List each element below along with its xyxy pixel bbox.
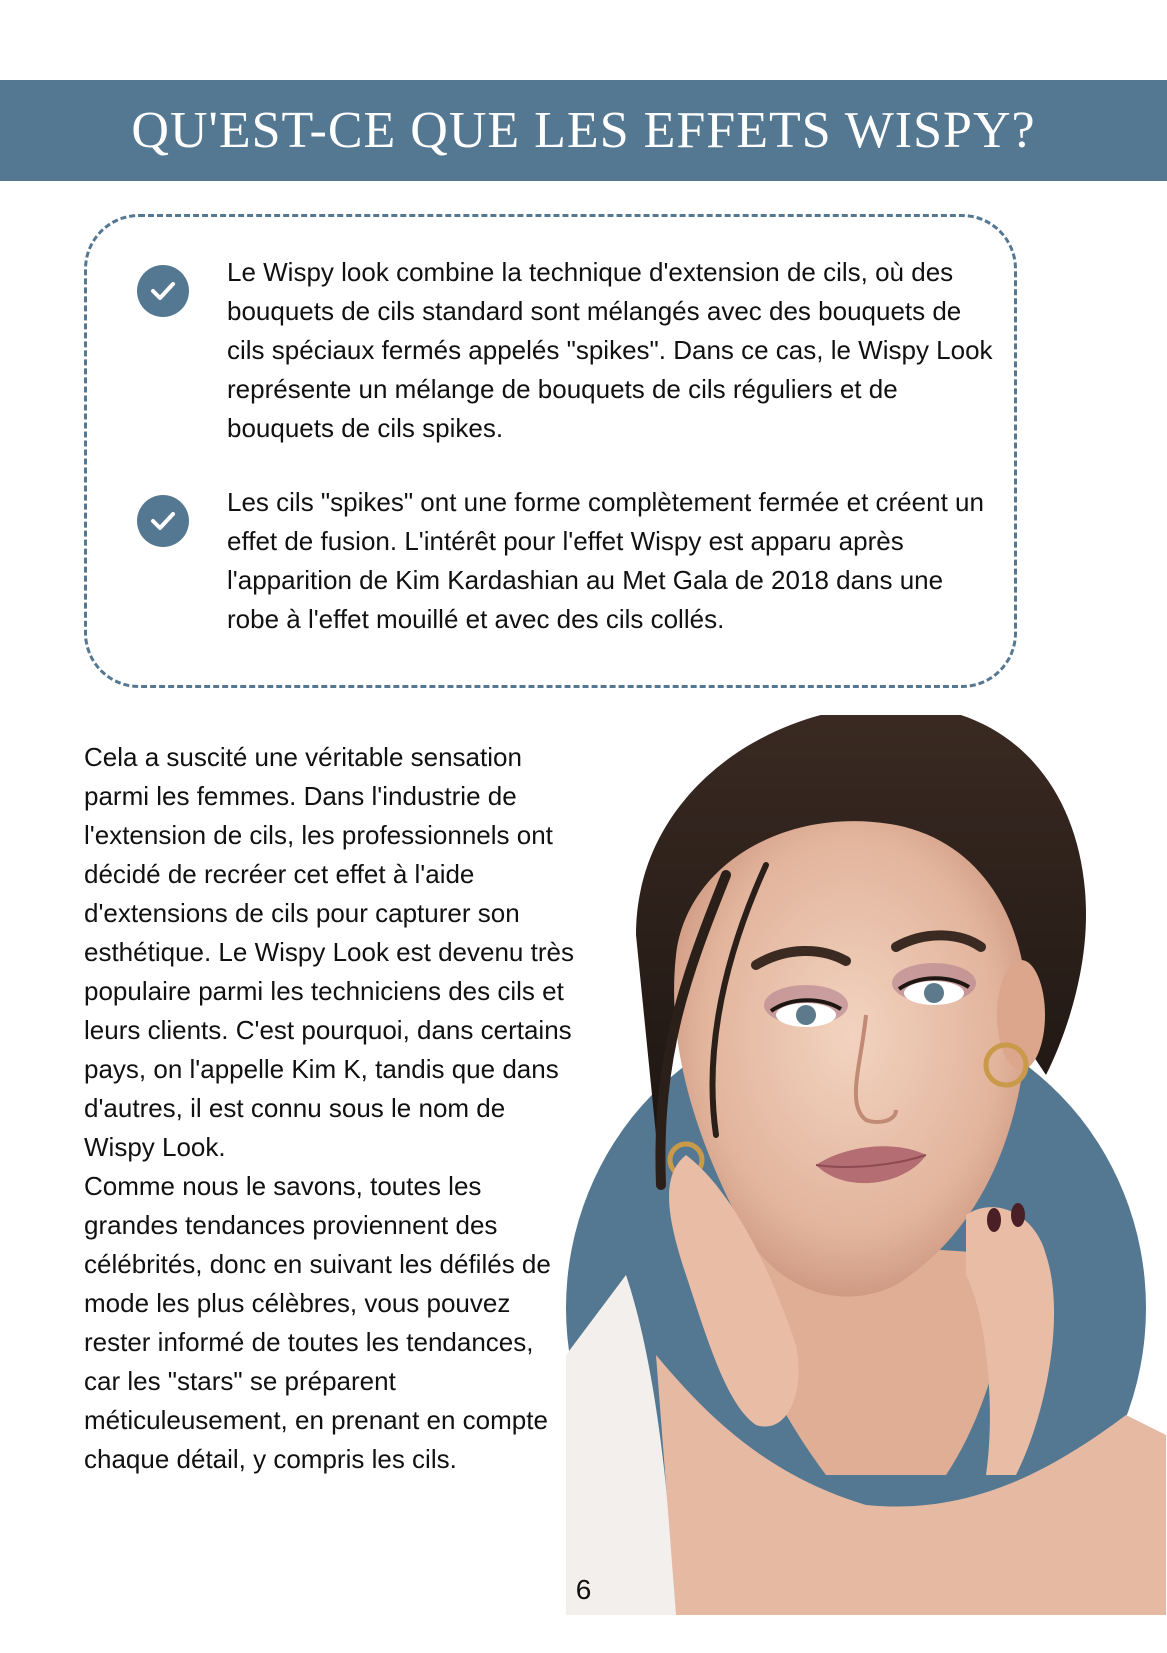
callout-item-text: Les cils "spikes" ont une forme complètement fermée et créent un effet de fusion. L'intérêt pour l'effet Wispy est apparu après l'apparition de Kim Kardashian au Met Gala de 2018 dans une robe à l'effet mouillé et avec des cils collés. (227, 487, 984, 634)
page-title: QU'EST-CE QUE LES EFFETS WISPY? (131, 102, 1036, 159)
check-circle-icon (137, 265, 189, 317)
body-text (84, 738, 574, 1479)
header-band (0, 80, 1167, 181)
body-paragraph: Comme nous le savons, toutes les grandes tendances proviennent des célébrités, donc en suivant les défilés de mode les plus célèbres, vous pouvez rester informé de toutes les tendances, car les "stars" se préparent méticuleusement, en prenant en compte chaque détail, y compris les cils. (84, 1171, 551, 1474)
callout-box (84, 214, 1017, 688)
callout-item-text: Le Wispy look combine la technique d'extension de cils, où des bouquets de cils standard sont mélangés avec des bouquets de cils spéciaux fermés appelés "spikes". Dans ce cas, le Wispy Look représente un mélange de bouquets de cils réguliers et de bouquets de cils spikes. (227, 257, 993, 443)
body-paragraph: Cela a suscité une véritable sensation parmi les femmes. Dans l'industrie de l'extension de cils, les professionnels ont décidé de recréer cet effet à l'aide d'extensions de cils pour capturer son esthétique. Le Wispy Look est devenu très populaire parmi les techniciens des cils et leurs clients. C'est pourquoi, dans certains pays, on l'appelle Kim K, tandis que dans d'autres, il est connu sous le nom de Wispy Look. (84, 742, 574, 1162)
page-number: 6 (575, 1574, 592, 1605)
check-circle-icon (137, 495, 189, 547)
woman-portrait-image (566, 715, 1166, 1615)
